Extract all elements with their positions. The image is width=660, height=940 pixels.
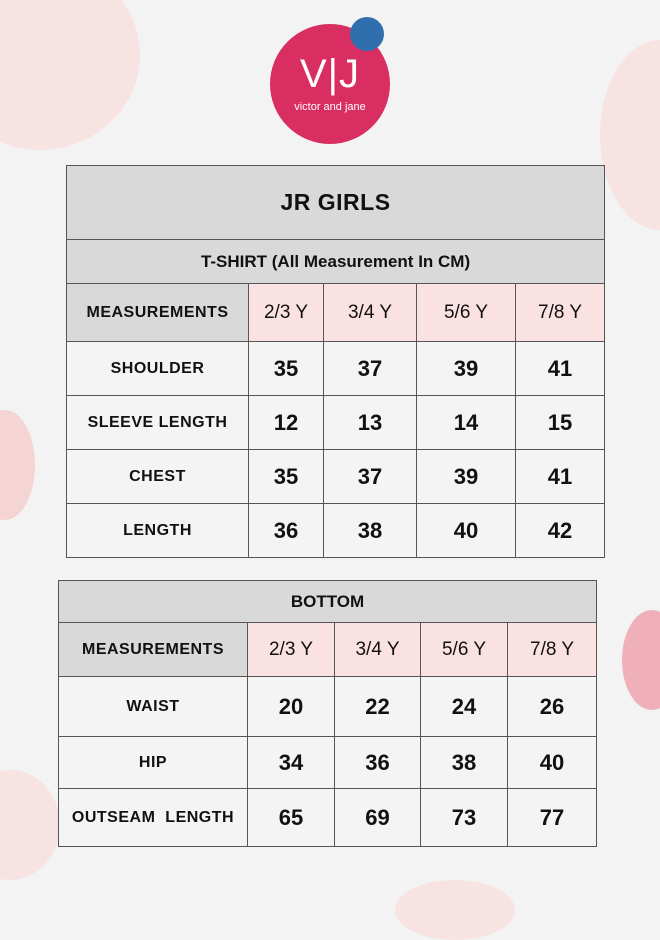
table-row bbox=[67, 450, 605, 504]
logo-dot bbox=[350, 17, 384, 51]
size-header: 5/6 Y bbox=[417, 284, 516, 342]
cell-value: 41 bbox=[516, 342, 605, 396]
background-blob bbox=[600, 40, 660, 230]
size-header: 7/8 Y bbox=[508, 623, 597, 677]
cell-value: 42 bbox=[516, 504, 605, 558]
cell-value: 36 bbox=[335, 737, 421, 789]
cell-value: 39 bbox=[417, 450, 516, 504]
column-header: MEASUREMENTS bbox=[67, 284, 249, 342]
cell-value: 39 bbox=[417, 342, 516, 396]
background-blob bbox=[0, 410, 35, 520]
header-row bbox=[59, 623, 597, 677]
cell-value: 22 bbox=[335, 677, 421, 737]
logo-wordmark: victor and jane bbox=[294, 101, 366, 113]
size-header: 2/3 Y bbox=[248, 623, 335, 677]
logo-mark: V|J bbox=[299, 52, 361, 96]
chart-title: JR GIRLS bbox=[67, 166, 605, 240]
row-label: SLEEVE LENGTH bbox=[67, 396, 249, 450]
cell-value: 65 bbox=[248, 789, 335, 847]
bottom-size-chart bbox=[58, 580, 597, 847]
cell-value: 14 bbox=[417, 396, 516, 450]
size-header: 3/4 Y bbox=[324, 284, 417, 342]
cell-value: 77 bbox=[508, 789, 597, 847]
cell-value: 15 bbox=[516, 396, 605, 450]
background-blob bbox=[622, 610, 660, 710]
table-row bbox=[59, 737, 597, 789]
cell-value: 40 bbox=[508, 737, 597, 789]
cell-value: 40 bbox=[417, 504, 516, 558]
cell-value: 41 bbox=[516, 450, 605, 504]
cell-value: 37 bbox=[324, 450, 417, 504]
cell-value: 69 bbox=[335, 789, 421, 847]
background-blob bbox=[395, 880, 515, 940]
row-label: CHEST bbox=[67, 450, 249, 504]
background-blob bbox=[0, 0, 140, 150]
column-header: MEASUREMENTS bbox=[59, 623, 248, 677]
background-blob bbox=[0, 770, 60, 880]
row-label: LENGTH bbox=[67, 504, 249, 558]
table-row bbox=[67, 504, 605, 558]
cell-value: 36 bbox=[249, 504, 324, 558]
cell-value: 35 bbox=[249, 342, 324, 396]
cell-value: 35 bbox=[249, 450, 324, 504]
table-row bbox=[67, 342, 605, 396]
cell-value: 26 bbox=[508, 677, 597, 737]
tshirt-size-chart bbox=[66, 165, 605, 558]
table-row bbox=[67, 396, 605, 450]
cell-value: 38 bbox=[324, 504, 417, 558]
cell-value: 34 bbox=[248, 737, 335, 789]
table-row bbox=[59, 789, 597, 847]
size-header: 7/8 Y bbox=[516, 284, 605, 342]
row-label: SHOULDER bbox=[67, 342, 249, 396]
chart-subtitle: T-SHIRT (All Measurement In CM) bbox=[67, 240, 605, 284]
cell-value: 37 bbox=[324, 342, 417, 396]
size-header: 2/3 Y bbox=[249, 284, 324, 342]
row-label: OUTSEAM LENGTH bbox=[59, 789, 248, 847]
size-header: 5/6 Y bbox=[421, 623, 508, 677]
table-row bbox=[59, 677, 597, 737]
header-row bbox=[67, 284, 605, 342]
cell-value: 38 bbox=[421, 737, 508, 789]
cell-value: 24 bbox=[421, 677, 508, 737]
row-label: WAIST bbox=[59, 677, 248, 737]
size-header: 3/4 Y bbox=[335, 623, 421, 677]
cell-value: 12 bbox=[249, 396, 324, 450]
cell-value: 13 bbox=[324, 396, 417, 450]
cell-value: 20 bbox=[248, 677, 335, 737]
row-label: HIP bbox=[59, 737, 248, 789]
chart-title: BOTTOM bbox=[59, 581, 597, 623]
cell-value: 73 bbox=[421, 789, 508, 847]
